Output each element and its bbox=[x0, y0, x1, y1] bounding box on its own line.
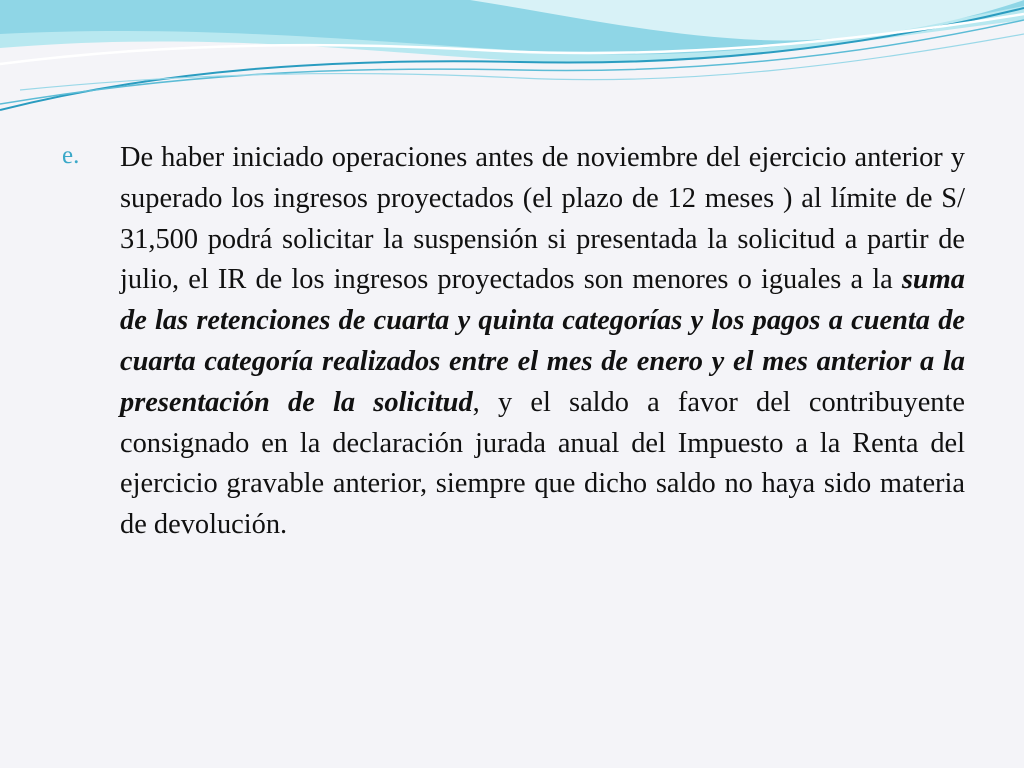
wave-header-decoration bbox=[0, 0, 1024, 120]
list-marker: e. bbox=[62, 142, 80, 169]
item-text-outro: , y el saldo a favor del contribuyente consignado en la declaración jurada anual del Impuesto a la Renta del ejercicio gravable anterior, siempre que dicho saldo no haya sido materia de devolución. bbox=[120, 386, 965, 541]
item-text-emphasis: suma de las retenciones de cuarta y quinta categorías y los pagos a cuenta de cuarta categoría realizados entre el mes de enero y el mes anterior a la presentación de la solicitud bbox=[120, 264, 965, 418]
list-item-text bbox=[120, 138, 965, 546]
item-text-intro: De haber iniciado operaciones antes de noviembre del ejercicio anterior y superado los ingresos proyectados (el plazo de 12 meses ) al límite de S/ 31,500 podrá solicitar la suspensión si presentada la solicitud a partir de julio, el IR de los ingresos proyectados son menores o iguales a la bbox=[120, 142, 965, 296]
